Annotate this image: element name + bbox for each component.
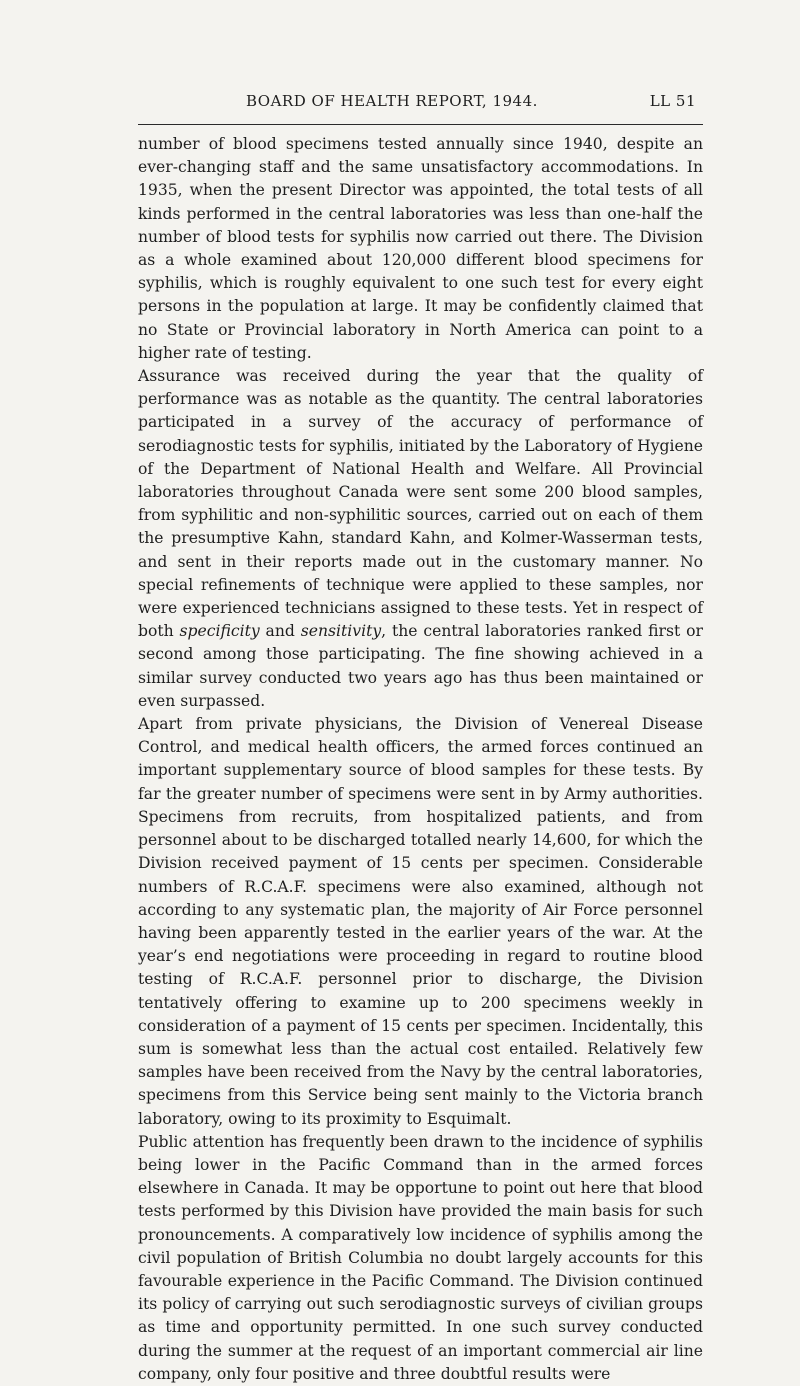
header-rule (138, 124, 703, 125)
specificity-term: specificity (179, 622, 260, 641)
paragraph-2-part-3: , the central laboratories ranked first or second among those participating. The fine showing achieved in a similar survey conducted two years ago has thus been maintained or even surpassed. (138, 622, 703, 710)
paragraph-4: Public attention has frequently been drawn to the incidence of syphilis being lower in the Pacific Command than in the armed forces elsewhere in Canada. It may be opportune to point out here that blood tests performed by this Division have provided the main basis for such pronouncements. A comparatively low incidence of syphilis among the civil population of British Columbia no doubt largely accounts for this favourable experience in the Pacific Command. The Division continued its policy of carrying out such serodiagnostic surveys of civilian groups as time and opportunity permitted. In one such survey conducted during the summer at the request of an important commercial air line company, only four positive and three doubtful results were (138, 1132, 703, 1383)
paragraph-2 (138, 365, 703, 713)
sensitivity-term: sensitivity (300, 622, 382, 641)
running-header (140, 92, 700, 114)
paragraph-1: number of blood specimens tested annually since 1940, despite an ever-changing staff and the same unsatisfactory accommodations. In 1935, when the present Director was appointed, the total tests of all kinds performed in the central laboratories was less than one-half the number of blood tests for syphilis now carried out there. The Division as a whole examined about 120,000 different blood specimens for syphilis, which is roughly equivalent to one such test for every eight persons in the population at large. It may be confidently claimed that no State or Provincial laboratory in North America can point to a higher rate of testing. (138, 135, 703, 362)
page-number: LL 51 (649, 92, 696, 110)
paragraph-2-part-1: Assurance was received during the year that the quality of performance was as notable as the quantity. The central laboratories participated in a survey of the accuracy of performance of serodiagnostic tests for syphilis, initiated by the Laboratory of Hygiene of the Department of National Health and Welfare. All Provincial laboratories throughout Canada were sent some 200 blood samples, from syphilitic and non-syphilitic sources, carried out on each of them the presumptive Kahn, standard Kahn, and Kolmer-Wasserman tests, and sent in their reports made out in the customary manner. No special refinements of technique were applied to these samples, nor were experienced technicians assigned to these tests. Yet in respect of both (138, 367, 703, 641)
body-text (138, 133, 703, 1386)
paragraph-2-part-2: and (259, 622, 301, 641)
paragraph-3: Apart from private physicians, the Division of Venereal Disease Control, and medical health officers, the armed forces continued an important supplementary source of blood samples for these tests. By far the greater number of specimens were sent in by Army authorities. Specimens from recruits, from hospitalized patients, and from personnel about to be discharged totalled nearly 14,600, for which the Division received payment of 15 cents per specimen. Considerable numbers of R.C.A.F. specimens were also examined, although not according to any systematic plan, the majority of Air Force personnel having been apparently tested in the earlier years of the war. At the year’s end negotiations were proceeding in regard to routine blood testing of R.C.A.F. personnel prior to discharge, the Division tentatively offering to examine up to 200 specimens weekly in consideration of a payment of 15 cents per specimen. Incidentally, this sum is somewhat less than the actual cost entailed. Relatively few samples have been received from the Navy by the central laboratories, specimens from this Service being sent mainly to the Victoria branch laboratory, owing to its proximity to Esquimalt. (138, 715, 703, 1128)
report-title: BOARD OF HEALTH REPORT, 1944. (246, 92, 538, 110)
